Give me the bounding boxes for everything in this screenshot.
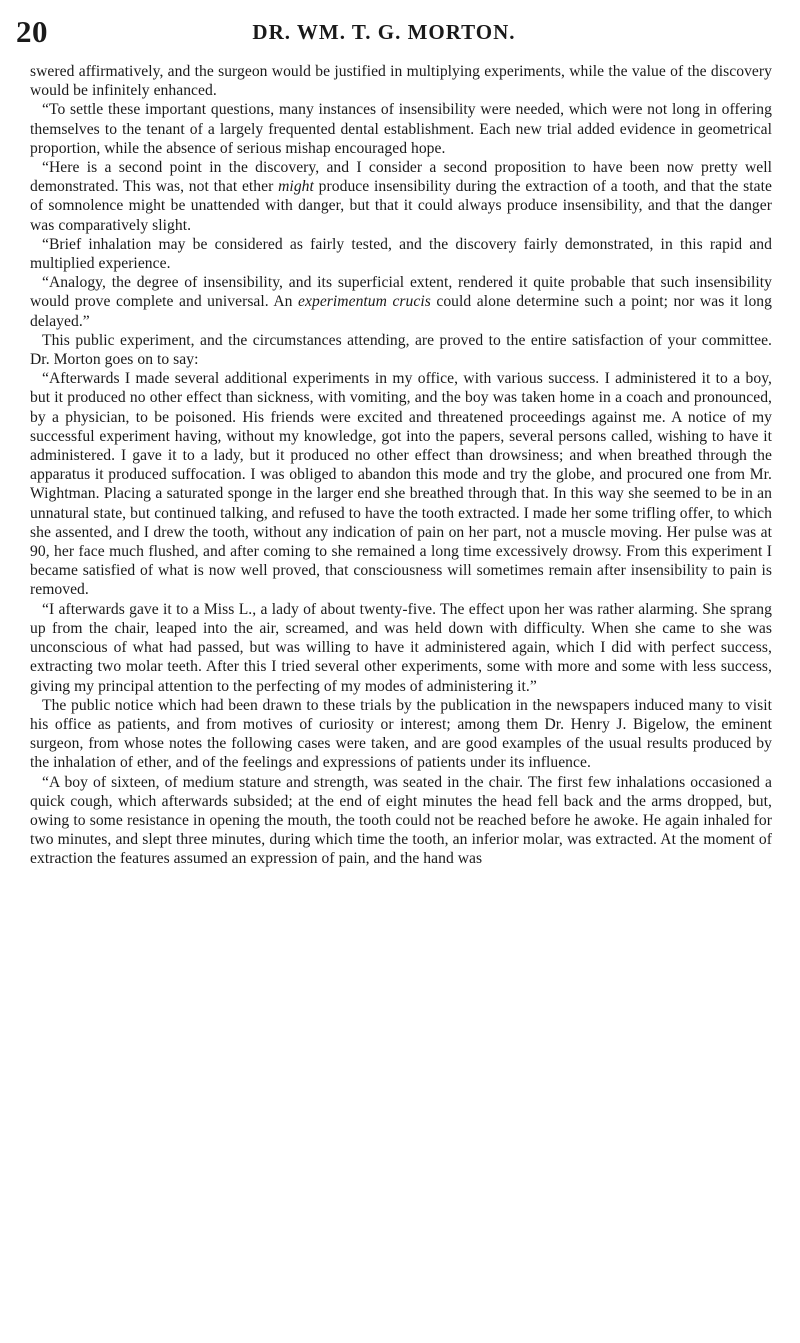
paragraph: This public experiment, and the circumstances attending, are proved to the entire satisfaction of your committee. Dr. Morton goes on to say: bbox=[30, 331, 772, 369]
body-text bbox=[30, 62, 772, 869]
paragraph: swered affirmatively, and the surgeon would be justified in multiplying experiments, while the value of the discovery would be infinitely enhanced. bbox=[30, 63, 772, 100]
paragraph: “Here is a second point in the discovery, and I consider a second proposition to have been now pretty well demonstrated. This was, not that ether might produce insensibility during the extraction of a tooth, and that the state of somnolence might be unattended with danger, but that it could always produce insensibility, and that the danger was comparatively slight. bbox=[30, 159, 773, 234]
running-head: DR. WM. T. G. MORTON. bbox=[252, 20, 516, 44]
paragraph: “To settle these important questions, many instances of insensibility were needed, which were not long in offering themselves to the tenant of a largely frequented dental establishment. Each new trial added evidence in geometrical proportion, while the absence of serious mishap encouraged hope. bbox=[30, 101, 772, 157]
paragraph: “Afterwards I made several additional experiments in my office, with various success. I administered it to a boy, but it produced no other effect than sickness, with vomiting, and the boy was taken home in a coach and pronounced, by a physician, to be poisoned. His friends were excited and threatened proceedings against me. A notice of my successful experiment having, without my knowledge, got into the papers, several persons called, wishing to have it administered. I gave it to a lady, but it produced no other effect than drowsiness; and when breathed through the apparatus it produced suffocation. I was obliged to abandon this mode and try the globe, and procured one from Mr. Wightman. Placing a saturated sponge in the larger end she breathed through that. In this way she seemed to be in an unnatural state, but continued talking, and refused to have the tooth extracted. I made her some trifling offer, to which she assented, and I drew the tooth, without any indication of pain on her part, not a muscle moving. Her pulse was at 90, her face much flushed, and after coming to she remained a long time excessively drowsy. From this experiment I became satisfied of what is now well proved, that consciousness will sometimes remain after insensibility to pain is removed. bbox=[30, 370, 772, 599]
paragraph: “A boy of sixteen, of medium stature and strength, was seated in the chair. The first few inhalations occasioned a quick cough, which afterwards subsided; at the end of eight minutes the head fell back and the arms dropped, but, owing to some resistance in opening the mouth, the tooth could not be reached before he awoke. He again inhaled for two minutes, and slept three minutes, during which time the tooth, an inferior molar, was extracted. At the moment of extraction the features assumed an expression of pain, and the hand was bbox=[30, 773, 772, 868]
paragraph: “Analogy, the degree of insensibility, and its superficial extent, rendered it quite probable that such insensibility would prove complete and universal. An experimentum crucis could alone determine such a point; nor was it long delayed.” bbox=[30, 274, 772, 330]
paragraph: “I afterwards gave it to a Miss L., a lady of about twenty-five. The effect upon her was rather alarming. She sprang up from the chair, leaped into the air, screamed, and was held down with difficulty. When she came to she was unconscious of what had passed, but was willing to have it administered again, which I did with perfect success, extracting two molar teeth. After this I tried several other experiments, some with more and some with less success, giving my principal attention to the perfecting of my modes of administering it.” bbox=[30, 600, 772, 695]
paragraph: The public notice which had been drawn to these trials by the publication in the newspapers induced many to visit his office as patients, and from motives of curiosity or interest; among them Dr. Henry J. Bigelow, the eminent surgeon, from whose notes the following cases were taken, and are good examples of the usual results produced by the inhalation of ether, and of the feelings and expressions of patients under its influence. bbox=[30, 696, 772, 772]
paragraph: “Brief inhalation may be considered as fairly tested, and the discovery fairly demonstrated, in this rapid and multiplied experience. bbox=[30, 235, 772, 273]
page-number: 20 bbox=[16, 14, 48, 49]
page-header bbox=[16, 14, 752, 54]
